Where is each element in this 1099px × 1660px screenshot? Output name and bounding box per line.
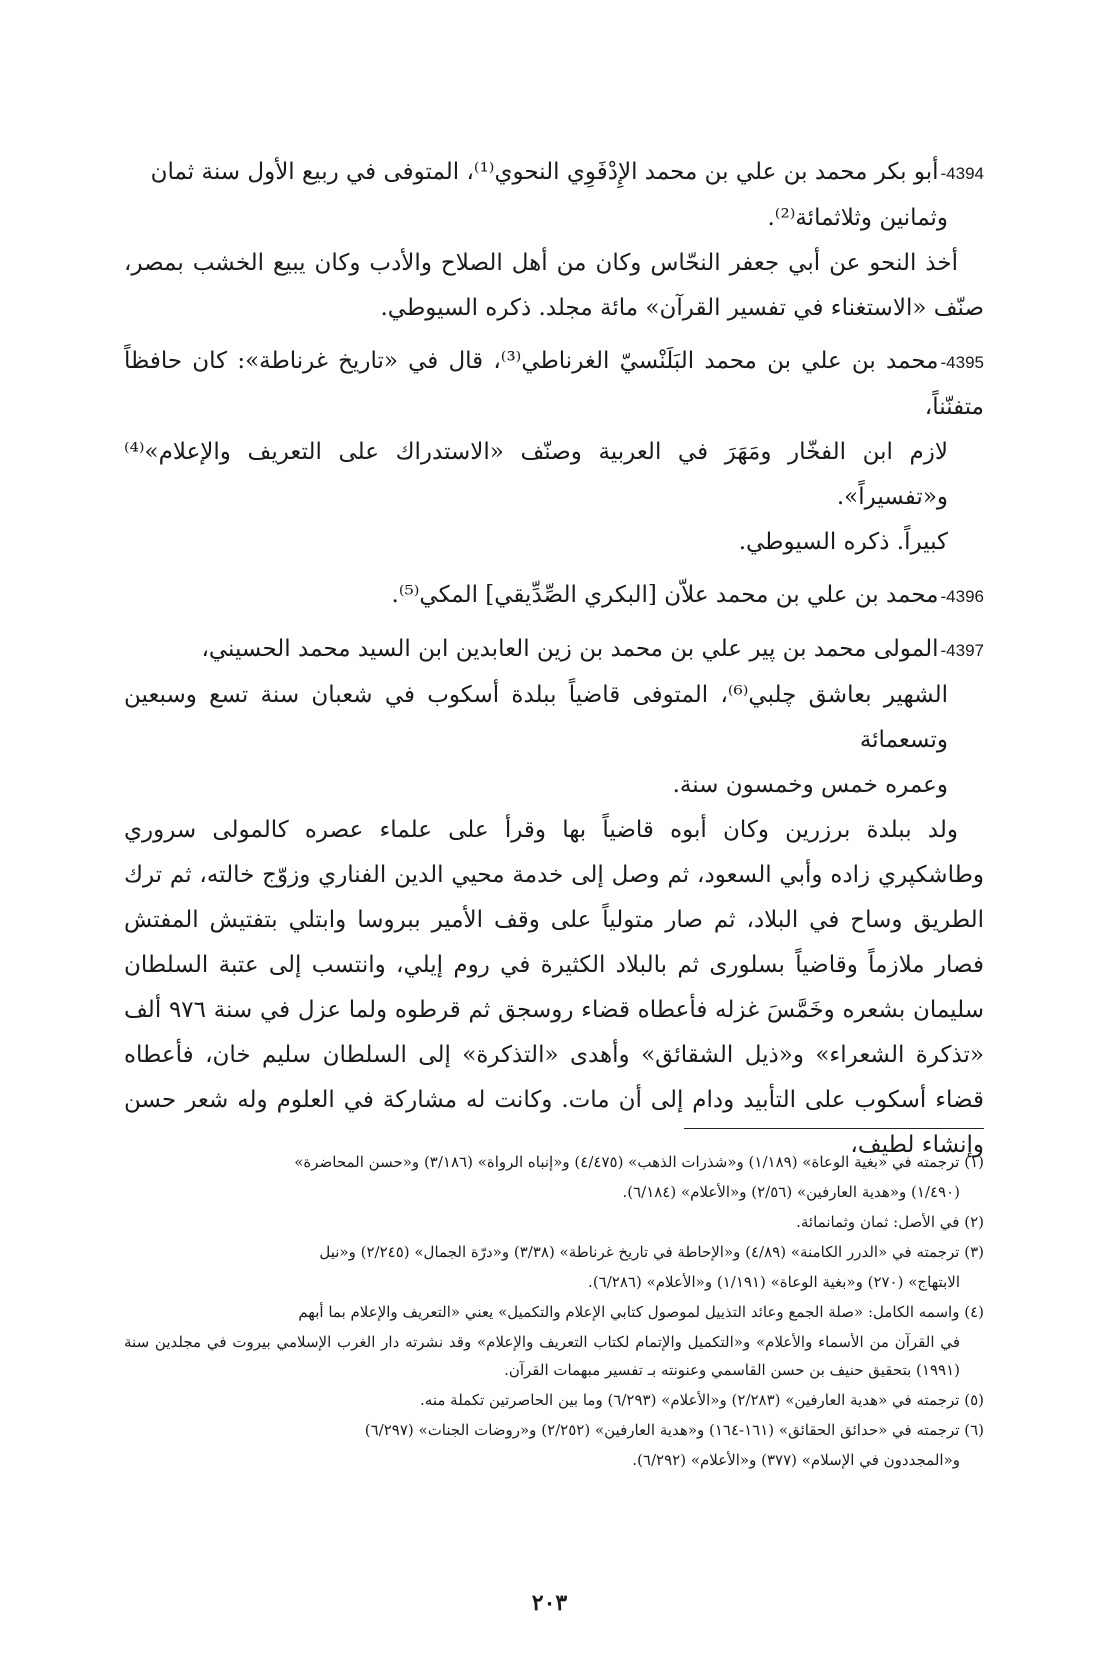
footnote-3: (٣) ترجمته في «الدرر الكامنة» (٤/٨٩) و«الإحاطة في تاريخ غرناطة» (٣/٣٨) و«درّة الجمال» (٢/٢٤٥) و«نيل bbox=[319, 1243, 984, 1261]
entry-4397 bbox=[124, 627, 984, 1168]
entry-first-line: 4394-أبو بكر محمد بن علي بن محمد الإِدْفَوِي النحوي⁽¹⁾، المتوفى في ربيع الأول سنة ثمان bbox=[150, 159, 984, 185]
entry-number: 4396- bbox=[940, 587, 984, 606]
footnotes bbox=[124, 1148, 984, 1476]
entry-line: وثمانين وثلاثمائة⁽²⁾. bbox=[767, 205, 948, 231]
entry-4396 bbox=[124, 573, 984, 619]
entry-first-line: 4396-محمد بن علي بن محمد علاّن [البكري الصِّدِّيقي] المكي⁽⁵⁾. bbox=[391, 582, 984, 608]
main-text bbox=[124, 150, 984, 1176]
entry-first-line: 4395-محمد بن علي بن محمد البَلَنْسيّ الغرناطي⁽³⁾، قال في «تاريخ غرناطة»: كان حافظاً متفنّناً، bbox=[124, 348, 984, 420]
footnote-4: (٤) واسمه الكامل: «صلة الجمع وعائد التذييل لموصول كتابي الإعلام والتكميل» يعني «التعريف والإعلام بما أبهم bbox=[298, 1303, 984, 1321]
entry-paragraph: أخذ النحو عن أبي جعفر النحّاس وكان من أهل الصلاح والأدب وكان يبيع الخشب بمصر، صنّف «الاستغناء في تفسير القرآن» مائة مجلد. ذكره السيوطي. bbox=[124, 250, 984, 321]
entry-4394 bbox=[124, 150, 984, 331]
entry-number: 4397- bbox=[940, 641, 984, 660]
entry-number: 4395- bbox=[940, 353, 984, 372]
page-number: ٢٠٣ bbox=[531, 1590, 568, 1616]
footnote-6: (٦) ترجمته في «حدائق الحقائق» (١٦١-١٦٤) و«هدية العارفين» (٢/٢٥٢) و«روضات الجنات» (٦/٢٩٧) bbox=[364, 1421, 984, 1439]
footnote-3-continuation: الابتهاج» (٢٧٠) و«بغية الوعاة» (١/١٩١) و«الأعلام» (٦/٢٨٦). bbox=[588, 1273, 960, 1291]
entry-line: كبيراً. ذكره السيوطي. bbox=[738, 529, 948, 555]
footnote-4-continuation: في القرآن من الأسماء والأعلام» و«التكميل والإتمام لكتاب التعريف والإعلام» وقد نشرته دار الغرب الإسلامي بيروت في مجلدين سنة (١٩٩١) بتحقيق حنيف بن حسن القاسمي وعنونته بـ تفسير مبهمات القرآن. bbox=[124, 1333, 960, 1379]
entry-paragraph: ولد ببلدة برزرين وكان أبوه قاضياً بها وقرأ على علماء عصره كالمولى سروري وطاشكپري زاده وأبي السعود، ثم وصل إلى خدمة محيي الدين الفناري وزوّج خالته، ثم ترك الطريق وساح في البلاد، ثم صار متولياً على وقف الأمير ببروسا وابتلي بتفتيش المفتش فصار ملازماً وقاضياً بسلورى ثم بالبلاد الكثيرة في روم إيلي، وانتسب إلى عتبة السلطان سليمان بشعره وخَمَّسَ غزله فأعطاه قضاء روسجق ثم قرطوه ولما عزل في سنة ٩٧٦ ألف «تذكرة الشعراء» و«ذيل الشقائق» وأهدى «التذكرة» إلى السلطان سليم خان، فأعطاه قضاء أسكوب على التأبيد ودام إلى أن مات. وكانت له مشاركة في العلوم وله شعر حسن وإنشاء لطيف، bbox=[124, 817, 984, 1158]
footnote-divider bbox=[684, 1128, 984, 1129]
entry-line: وعمره خمس وخمسون سنة. bbox=[672, 772, 948, 798]
footnote-1-continuation: (١/٤٩٠) و«هدية العارفين» (٢/٥٦) و«الأعلام» (٦/١٨٤). bbox=[622, 1183, 960, 1201]
footnote-5: (٥) ترجمته في «هدية العارفين» (٢/٢٨٣) و«الأعلام» (٦/٢٩٣) وما بين الحاصرتين تكملة منه. bbox=[420, 1391, 984, 1409]
entry-line: لازم ابن الفخّار ومَهَرَ في العربية وصنّف «الاستدراك على التعريف والإعلام»⁽⁴⁾ و«تفسيراً». bbox=[124, 439, 948, 510]
footnote-1: (١) ترجمته في «بغية الوعاة» (١/١٨٩) و«شذرات الذهب» (٤/٤٧٥) و«إنباه الرواة» (٣/١٨٦) و«حسن المحاضرة» bbox=[294, 1153, 984, 1171]
entry-line: الشهير بعاشق چلبي⁽⁶⁾، المتوفى قاضياً ببلدة أسكوب في شعبان سنة تسع وسبعين وتسعمائة bbox=[124, 682, 948, 753]
footnote-6-continuation: و«المجددون في الإسلام» (٣٧٧) و«الأعلام» (٦/٢٩٢). bbox=[632, 1451, 960, 1469]
entry-first-line: 4397-المولى محمد بن پير علي بن محمد بن زين العابدين ابن السيد محمد الحسيني، bbox=[201, 636, 984, 662]
entry-4395 bbox=[124, 339, 984, 565]
entry-number: 4394- bbox=[940, 164, 984, 183]
footnote-2: (٢) في الأصل: ثمان وثمانمائة. bbox=[796, 1213, 984, 1231]
